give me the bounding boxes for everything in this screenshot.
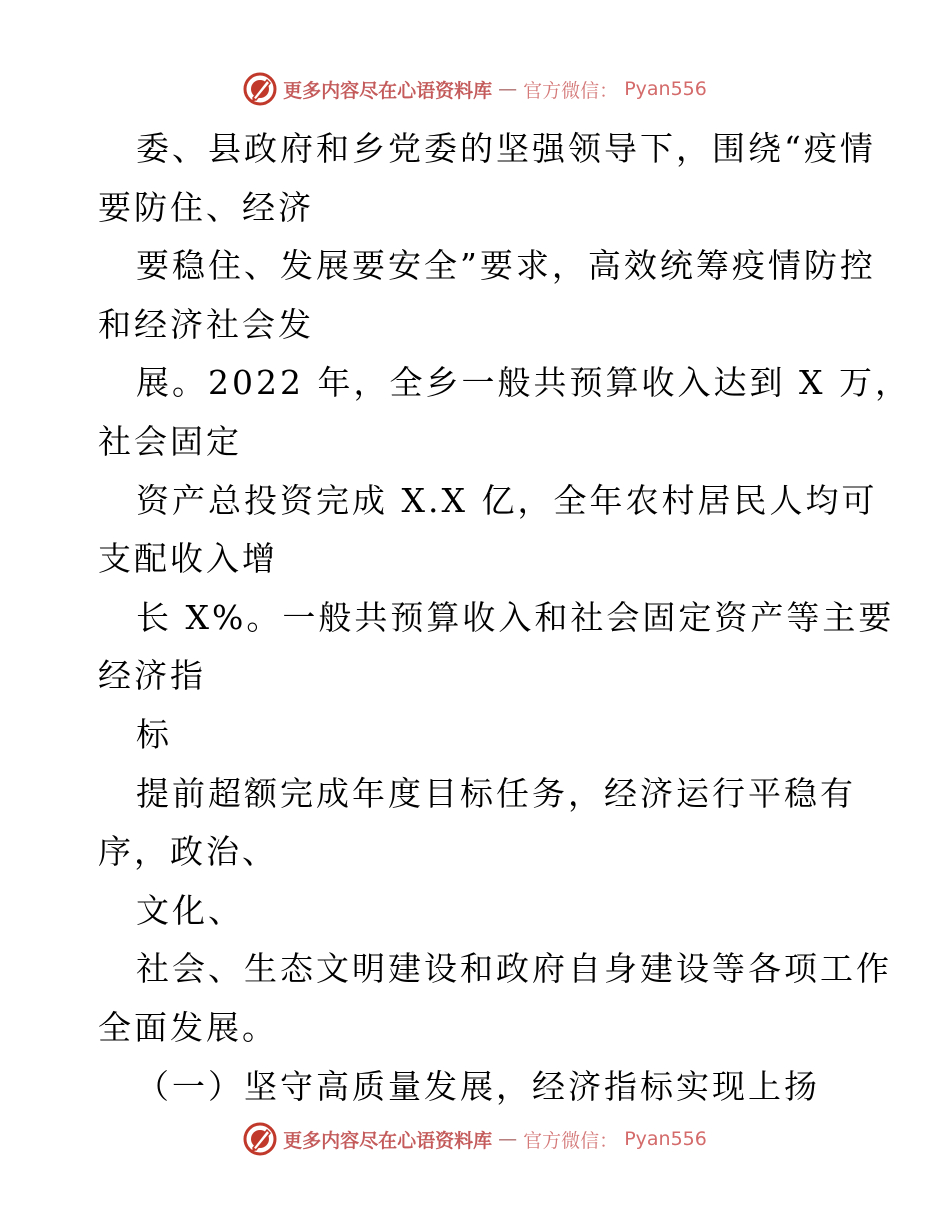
section-heading: （一）坚守高质量发展，经济指标实现上扬 — [136, 1066, 820, 1106]
watermark-wechat-id: Pyan556 — [624, 78, 707, 100]
text-line: 和经济社会发 — [98, 304, 314, 344]
text-line: 长 X%。一般共预算收入和社会固定资产等主要 — [136, 597, 895, 637]
footer-watermark — [0, 1122, 950, 1156]
text-line: 要防住、经济 — [98, 187, 314, 227]
document-body — [98, 120, 911, 1116]
watermark-dash: — — [498, 78, 518, 100]
watermark-sub-text: 官方微信： — [523, 1129, 619, 1152]
text-line: 全面发展。 — [98, 1007, 278, 1047]
text-line: 要稳住、发展要安全”要求，高效统筹疫情防控 — [136, 246, 876, 286]
text-line: 文化、 — [136, 890, 244, 930]
watermark-main-text: 更多内容尽在心语资料库 — [283, 1129, 493, 1152]
text-line: 展。2022 年，全乡一般共预算收入达到 X 万， — [136, 363, 911, 403]
text-line: 标 — [136, 714, 172, 754]
text-line: 支配收入增 — [98, 539, 278, 579]
text-line: 资产总投资完成 X.X 亿，全年农村居民人均可 — [136, 480, 878, 520]
text-line: 社会固定 — [98, 421, 242, 461]
pen-logo-icon — [243, 72, 277, 106]
text-line: 社会、生态文明建设和政府自身建设等各项工作 — [136, 949, 892, 989]
text-line: 委、县政府和乡党委的坚强领导下，围绕“疫情 — [136, 129, 876, 168]
text-line: 经济指 — [98, 656, 206, 696]
watermark-dash: — — [498, 1128, 518, 1150]
text-line: 提前超额完成年度目标任务，经济运行平稳有 — [136, 773, 856, 813]
watermark-wechat-id: Pyan556 — [624, 1128, 707, 1150]
text-line: 序，政治、 — [98, 832, 278, 872]
header-watermark — [0, 72, 950, 106]
watermark-main-text: 更多内容尽在心语资料库 — [283, 79, 493, 102]
pen-logo-icon — [243, 1122, 277, 1156]
watermark-sub-text: 官方微信： — [523, 79, 619, 102]
